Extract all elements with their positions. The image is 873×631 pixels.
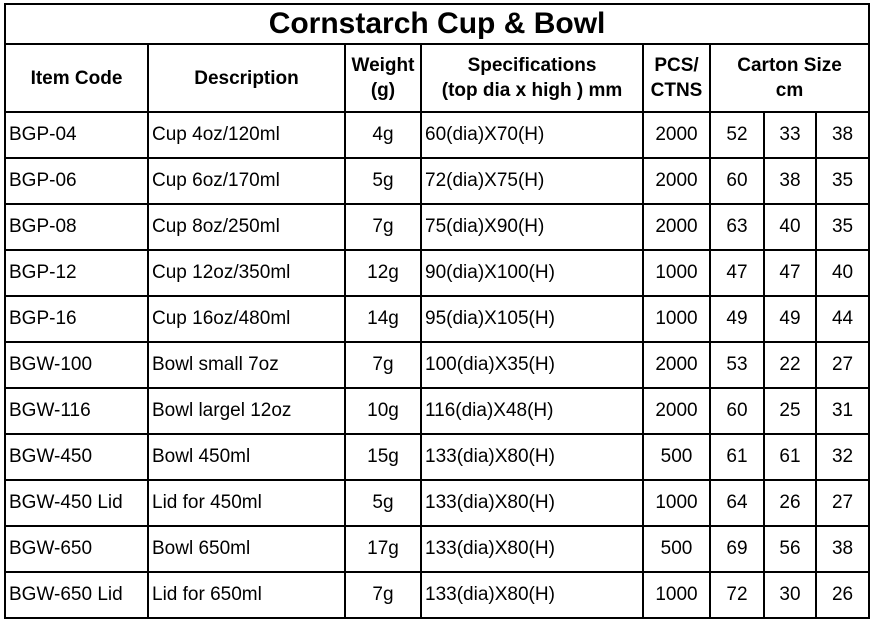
pcs-ctns-cell: 1000 [643, 480, 710, 526]
header-spec-line2: (top dia x high ) mm [441, 80, 623, 101]
description-cell: Cup 6oz/170ml [148, 158, 345, 204]
weight-cell: 7g [345, 342, 421, 388]
carton-width-cell: 22 [764, 342, 816, 388]
item-code-cell: BGW-450 Lid [5, 480, 148, 526]
specification-cell: 133(dia)X80(H) [421, 572, 643, 618]
carton-height-cell: 27 [816, 342, 869, 388]
pcs-ctns-cell: 500 [643, 434, 710, 480]
weight-cell: 15g [345, 434, 421, 480]
pcs-ctns-cell: 1000 [643, 250, 710, 296]
carton-width-cell: 56 [764, 526, 816, 572]
table-row [5, 434, 869, 480]
carton-height-cell: 32 [816, 434, 869, 480]
carton-width-cell: 25 [764, 388, 816, 434]
item-code-cell: BGW-100 [5, 342, 148, 388]
weight-cell: 7g [345, 572, 421, 618]
carton-length-cell: 52 [710, 112, 764, 158]
header-weight-line2: (g) [370, 80, 396, 101]
weight-cell: 17g [345, 526, 421, 572]
product-spec-sheet [4, 3, 868, 623]
carton-width-cell: 47 [764, 250, 816, 296]
description-cell: Lid for 650ml [148, 572, 345, 618]
specification-cell: 60(dia)X70(H) [421, 112, 643, 158]
carton-height-cell: 31 [816, 388, 869, 434]
carton-width-cell: 26 [764, 480, 816, 526]
pcs-ctns-cell: 2000 [643, 342, 710, 388]
header-carton-size [710, 44, 869, 112]
description-cell: Bowl largel 12oz [148, 388, 345, 434]
pcs-ctns-cell: 2000 [643, 388, 710, 434]
header-carton-line1: Carton Size [737, 55, 842, 76]
carton-width-cell: 49 [764, 296, 816, 342]
header-pcs-line2: CTNS [650, 80, 703, 101]
carton-length-cell: 60 [710, 388, 764, 434]
carton-length-cell: 60 [710, 158, 764, 204]
header-description: Description [148, 44, 345, 112]
specification-cell: 133(dia)X80(H) [421, 480, 643, 526]
header-weight [345, 44, 421, 112]
carton-width-cell: 33 [764, 112, 816, 158]
specification-cell: 95(dia)X105(H) [421, 296, 643, 342]
carton-length-cell: 69 [710, 526, 764, 572]
table-row [5, 388, 869, 434]
table-row [5, 158, 869, 204]
pcs-ctns-cell: 1000 [643, 296, 710, 342]
carton-length-cell: 49 [710, 296, 764, 342]
carton-height-cell: 38 [816, 526, 869, 572]
weight-cell: 14g [345, 296, 421, 342]
description-cell: Cup 16oz/480ml [148, 296, 345, 342]
header-weight-line1: Weight [351, 55, 415, 76]
description-cell: Lid for 450ml [148, 480, 345, 526]
specification-cell: 90(dia)X100(H) [421, 250, 643, 296]
carton-length-cell: 47 [710, 250, 764, 296]
table-title: Cornstarch Cup & Bowl [5, 4, 869, 44]
specification-cell: 75(dia)X90(H) [421, 204, 643, 250]
item-code-cell: BGW-650 Lid [5, 572, 148, 618]
carton-width-cell: 40 [764, 204, 816, 250]
product-table [4, 3, 870, 619]
specification-cell: 116(dia)X48(H) [421, 388, 643, 434]
pcs-ctns-cell: 2000 [643, 204, 710, 250]
item-code-cell: BGP-16 [5, 296, 148, 342]
table-row [5, 250, 869, 296]
header-spec-line1: Specifications [467, 55, 597, 76]
header-carton-line2: cm [775, 80, 804, 101]
pcs-ctns-cell: 2000 [643, 158, 710, 204]
description-cell: Bowl small 7oz [148, 342, 345, 388]
carton-width-cell: 30 [764, 572, 816, 618]
item-code-cell: BGW-450 [5, 434, 148, 480]
specification-cell: 133(dia)X80(H) [421, 526, 643, 572]
description-cell: Cup 12oz/350ml [148, 250, 345, 296]
table-row [5, 480, 869, 526]
item-code-cell: BGP-08 [5, 204, 148, 250]
table-row [5, 526, 869, 572]
pcs-ctns-cell: 2000 [643, 112, 710, 158]
header-pcs-ctns [643, 44, 710, 112]
header-item-code: Item Code [5, 44, 148, 112]
item-code-cell: BGW-650 [5, 526, 148, 572]
carton-length-cell: 63 [710, 204, 764, 250]
weight-cell: 7g [345, 204, 421, 250]
carton-height-cell: 40 [816, 250, 869, 296]
item-code-cell: BGW-116 [5, 388, 148, 434]
weight-cell: 5g [345, 158, 421, 204]
carton-height-cell: 35 [816, 158, 869, 204]
specification-cell: 100(dia)X35(H) [421, 342, 643, 388]
header-pcs-line1: PCS/ [654, 55, 699, 76]
carton-length-cell: 53 [710, 342, 764, 388]
item-code-cell: BGP-06 [5, 158, 148, 204]
carton-height-cell: 38 [816, 112, 869, 158]
description-cell: Cup 4oz/120ml [148, 112, 345, 158]
description-cell: Cup 8oz/250ml [148, 204, 345, 250]
table-row [5, 204, 869, 250]
table-body [5, 112, 869, 618]
weight-cell: 12g [345, 250, 421, 296]
item-code-cell: BGP-04 [5, 112, 148, 158]
weight-cell: 4g [345, 112, 421, 158]
carton-height-cell: 27 [816, 480, 869, 526]
table-row [5, 572, 869, 618]
header-row [5, 44, 869, 112]
carton-height-cell: 44 [816, 296, 869, 342]
carton-width-cell: 61 [764, 434, 816, 480]
carton-width-cell: 38 [764, 158, 816, 204]
weight-cell: 5g [345, 480, 421, 526]
carton-height-cell: 35 [816, 204, 869, 250]
pcs-ctns-cell: 500 [643, 526, 710, 572]
description-cell: Bowl 450ml [148, 434, 345, 480]
description-cell: Bowl 650ml [148, 526, 345, 572]
table-row [5, 112, 869, 158]
carton-length-cell: 64 [710, 480, 764, 526]
carton-length-cell: 61 [710, 434, 764, 480]
title-row [5, 4, 869, 44]
weight-cell: 10g [345, 388, 421, 434]
carton-length-cell: 72 [710, 572, 764, 618]
carton-height-cell: 26 [816, 572, 869, 618]
item-code-cell: BGP-12 [5, 250, 148, 296]
specification-cell: 72(dia)X75(H) [421, 158, 643, 204]
table-row [5, 296, 869, 342]
specification-cell: 133(dia)X80(H) [421, 434, 643, 480]
pcs-ctns-cell: 1000 [643, 572, 710, 618]
table-row [5, 342, 869, 388]
header-specifications [421, 44, 643, 112]
